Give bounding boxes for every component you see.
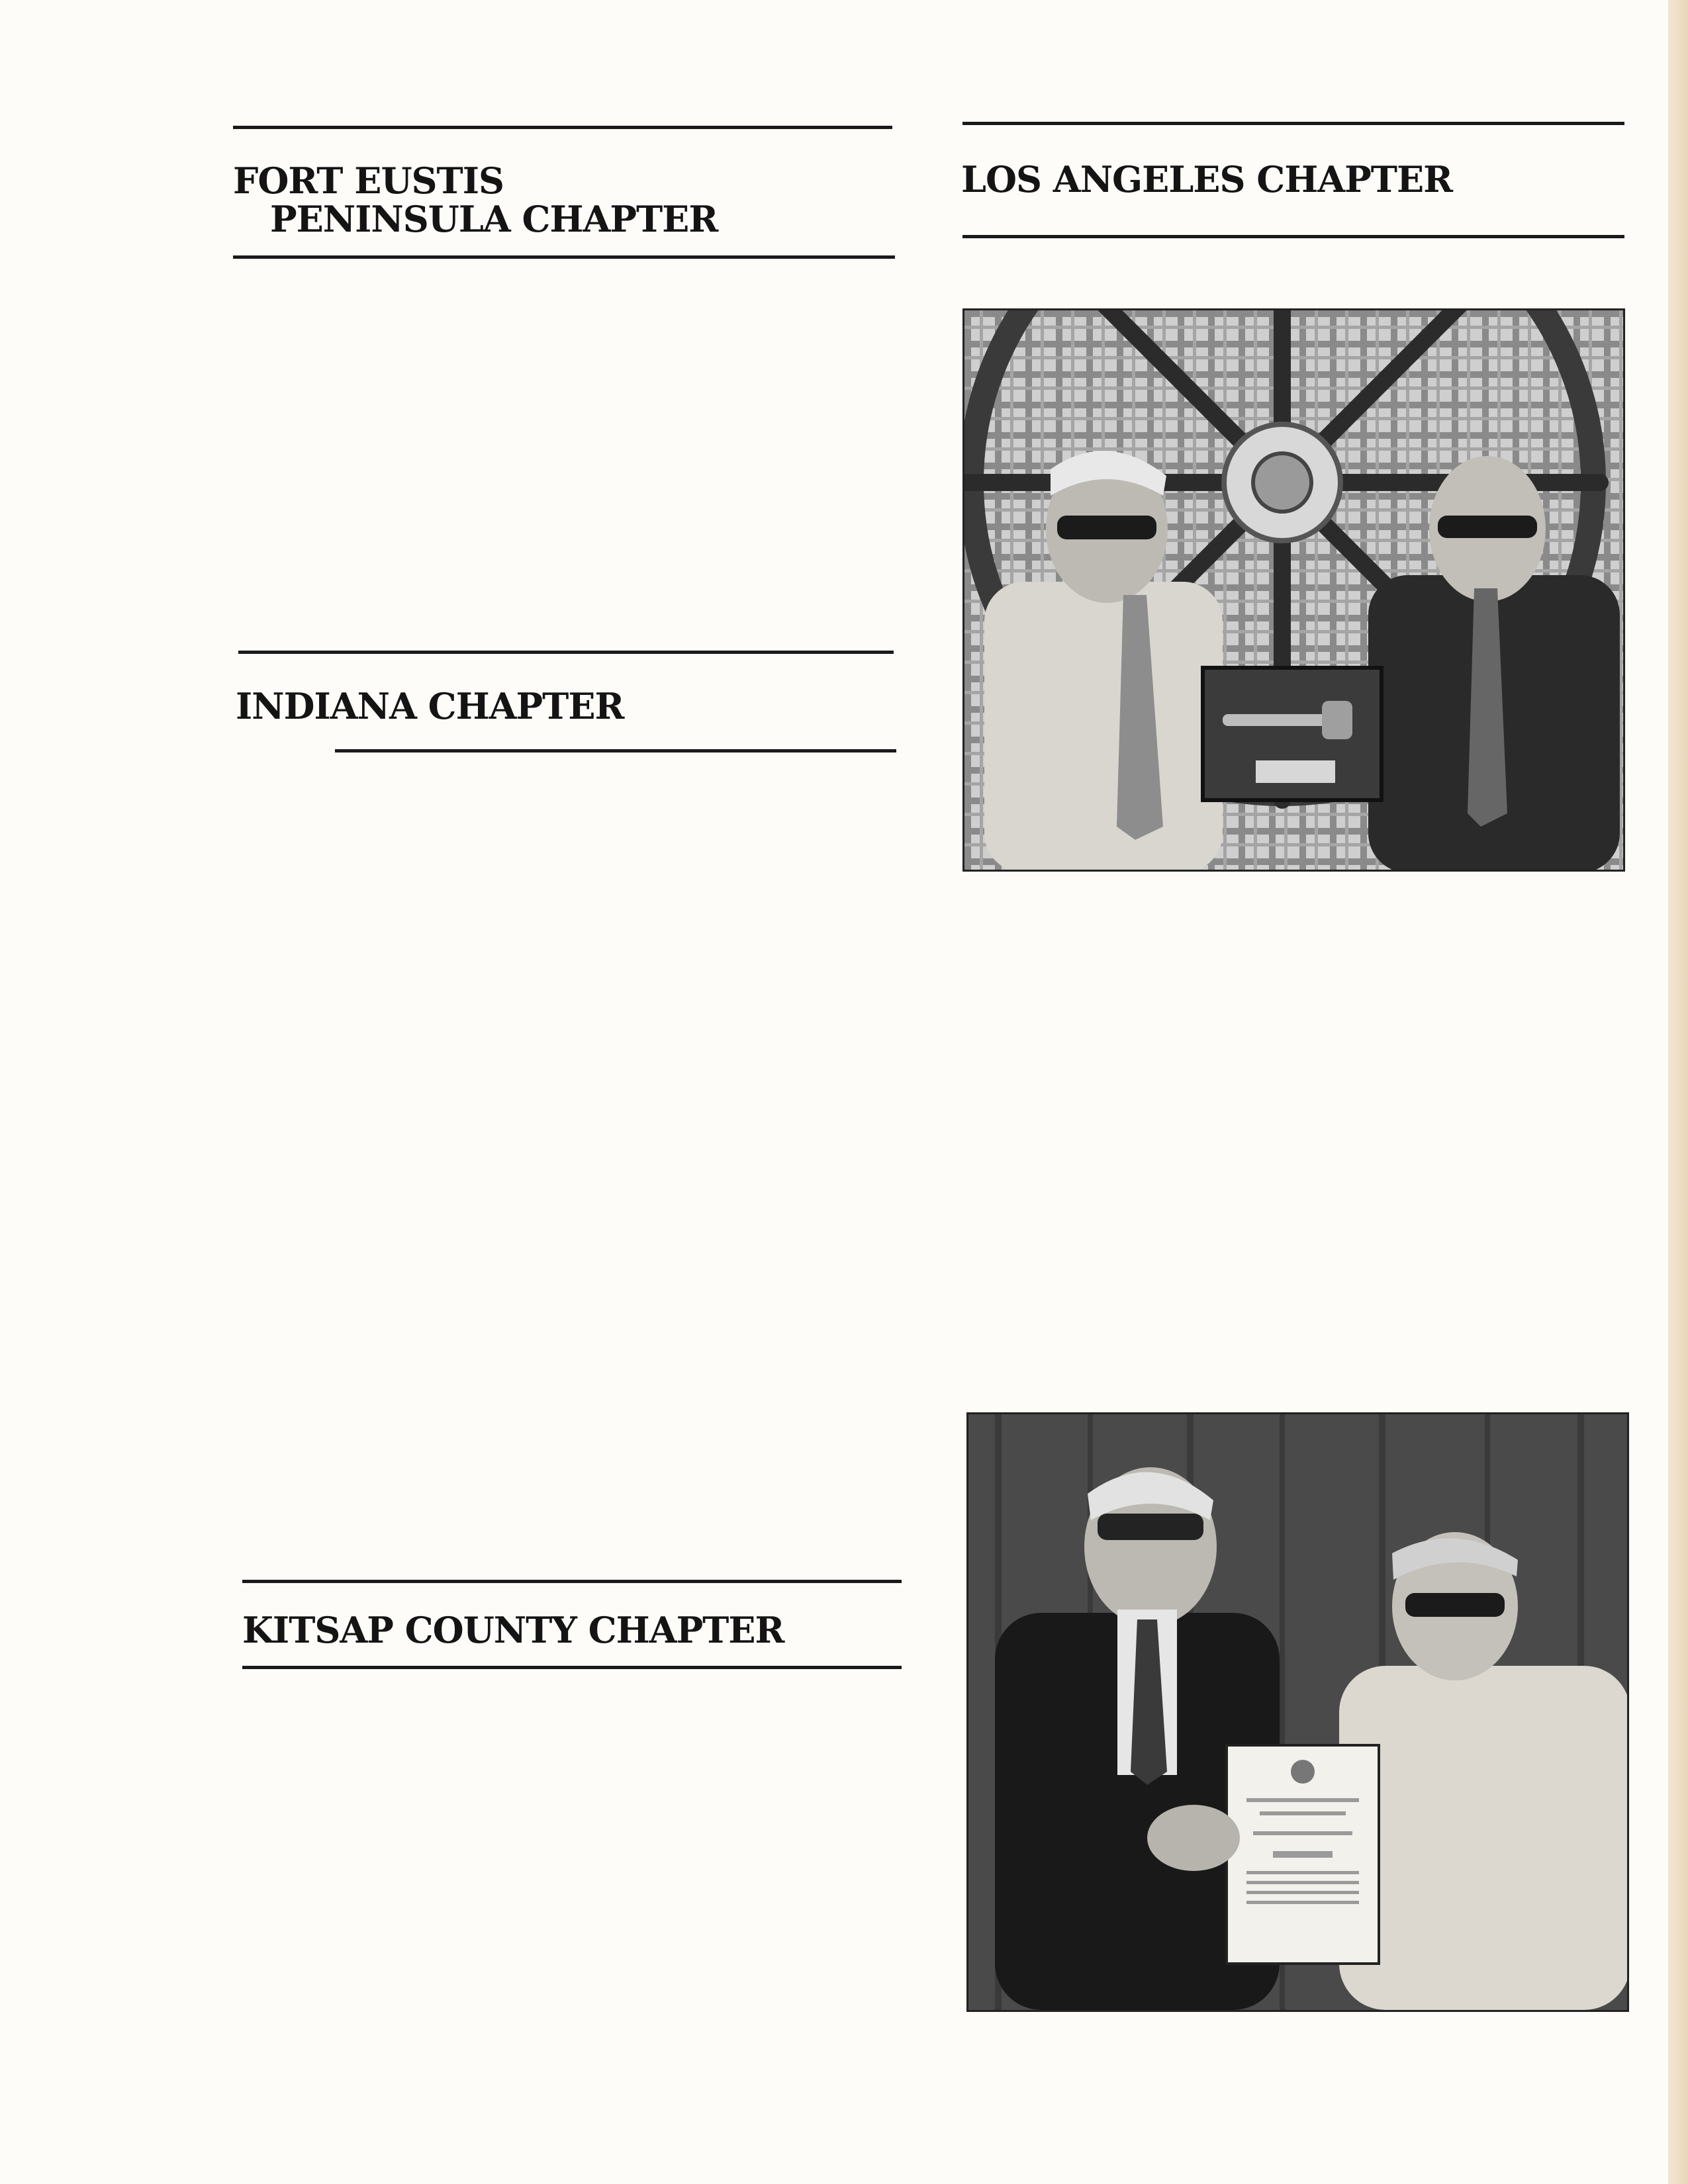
divider-rule [233,126,892,129]
divider-rule [233,255,895,259]
page-edge [1668,0,1688,2184]
heading-indiana: INDIANA CHAPTER [236,685,624,727]
divider-rule [962,122,1624,125]
divider-rule [238,651,894,654]
divider-rule [242,1580,902,1583]
divider-rule [242,1666,902,1669]
divider-rule [335,749,896,752]
photo-gavel-presentation [962,308,1625,872]
gavel-plaque-presentation-icon [964,310,1623,870]
heading-fort-eustis [233,161,718,238]
heading-line-2: PENINSULA CHAPTER [270,198,718,240]
heading-line-1: FORT EUSTIS [233,159,504,202]
heading-los-angeles: LOS ANGELES CHAPTER [961,158,1452,201]
certificate-presentation-icon [968,1414,1627,2010]
heading-kitsap-county: KITSAP COUNTY CHAPTER [242,1609,784,1651]
divider-rule [962,235,1624,238]
photo-certificate-presentation [966,1412,1629,2012]
